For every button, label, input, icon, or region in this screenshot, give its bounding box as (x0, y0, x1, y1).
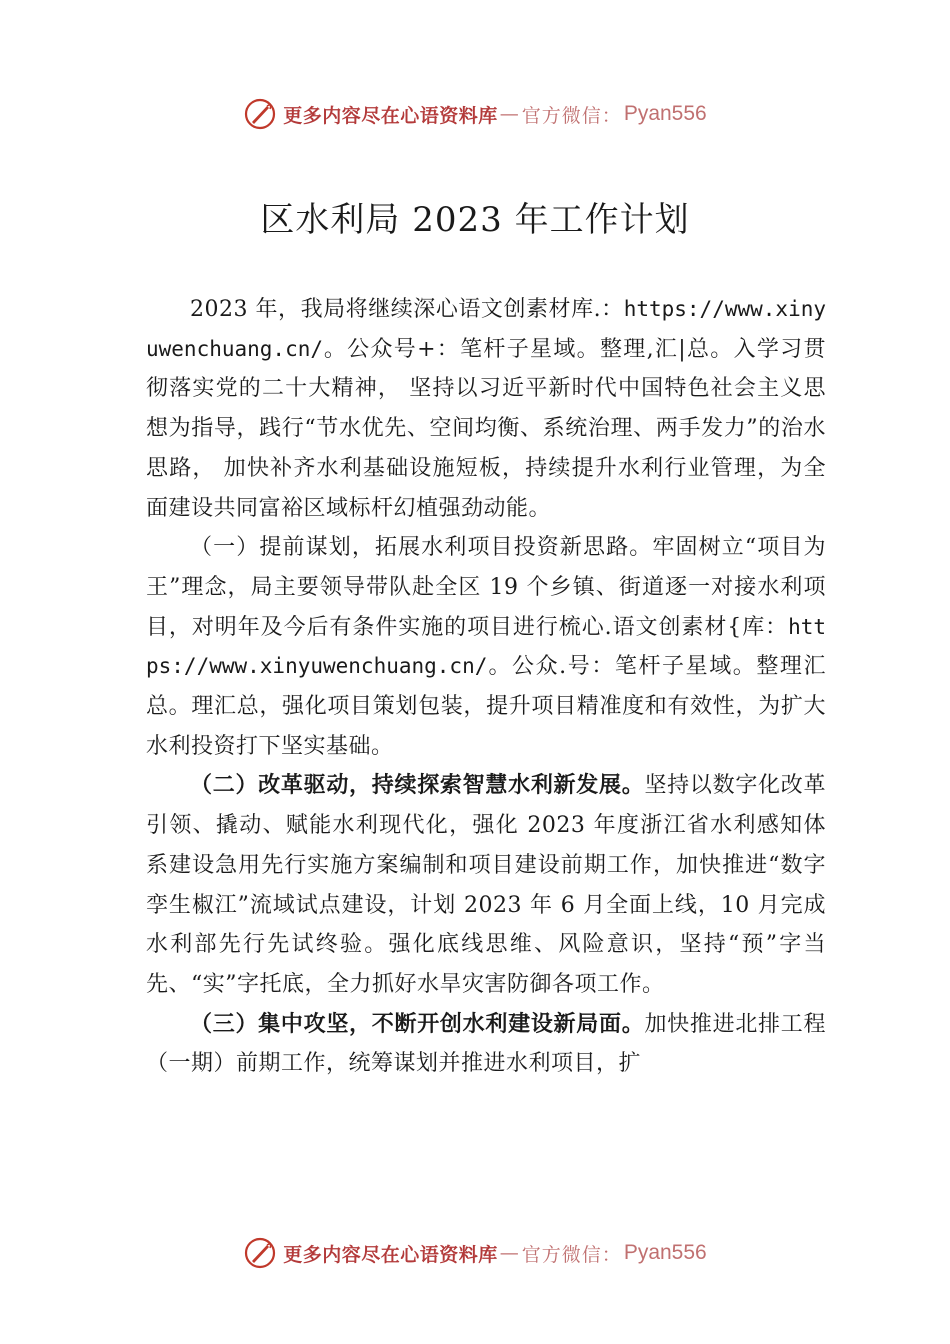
section-2-heading: （二）改革驱动，持续探索智慧水利新发展。 (190, 772, 645, 799)
quill-logo-icon (243, 97, 277, 131)
banner-sub-text: 官方微信： (521, 104, 622, 127)
section-1-text-2: 。公众.号：笔杆子星域。整理汇总。理汇总，强化项目策划包装，提升项目精准度和有效性，为扩大水利投资打下坚实基础。 (146, 654, 826, 759)
banner-separator: — (499, 1242, 520, 1264)
header-banner (0, 92, 950, 136)
document-title: 区水利局 2023 年工作计划 (260, 200, 690, 240)
section-1-url: https://www.xinyuwenchuang.cn/ (146, 614, 826, 679)
banner-sub-text: 官方微信： (521, 1243, 622, 1266)
banner-wechat-id: Pyan556 (623, 1241, 707, 1264)
section-1-heading: （一）提前谋划，拓展水利项目投资新思路。 (190, 535, 653, 561)
banner-main-text: 更多内容尽在心语资料库 (283, 104, 498, 127)
section-3-text: 加快推进北排工程（一期）前期工作，统筹谋划并推进水利项目，扩 (146, 1011, 826, 1077)
intro-url: https://www.xinyuwenchuang.cn/ (146, 297, 826, 361)
intro-text-2: 。公众号+：笔杆子星域。整理,汇|总。入学习贯彻落实党的二十大精神， 坚持以习近平新时代中国特色社会主义思想为指导，践行“节水优先、空间均衡、系统治理、两手发力”的治水思路， 加快补齐水利基础设施短板，持续提升水利行业管理，为全 面建设共同富裕区域标杆幻植强劲动能。 (146, 336, 826, 521)
section-1-text-1: 牢固树立“项目为王”理念，局主要领导带队赴全区 19 个乡镇、街道逐一对接水利项目，对明年及今后有条件实施的项目进行梳心.语文创素材{库： (146, 535, 826, 640)
banner-separator: — (499, 103, 520, 125)
section-2-text: 坚持以数字化改革引领、撬动、赋能水利现代化，强化 2023 年度浙江省水利感知体系建设急用先行实施方案编制和项目建设前期工作，加快推进“数字孪生椒江”流域试点建设，计划 2023 年 6 月全面上线，10 月完成水利部先行先试终验。强化底线思维、风险意识，坚持“预”字当先、“实”字托底，全力抓好水旱灾害防御各项工作。 (146, 773, 826, 997)
quill-logo-icon (243, 1236, 277, 1270)
section-3-heading: （三）集中攻坚，不断开创水利建设新局面。 (190, 1010, 645, 1037)
banner-wechat-id: Pyan556 (623, 102, 707, 125)
section-1-paragraph (146, 528, 826, 766)
banner-main-text: 更多内容尽在心语资料库 (283, 1243, 498, 1266)
section-2-paragraph (146, 766, 826, 1004)
section-3-paragraph (146, 1005, 826, 1084)
intro-paragraph (146, 290, 826, 528)
intro-text-1: 2023 年，我局将继续深心语文创素材库.： (190, 297, 624, 322)
document-body (146, 290, 826, 1084)
footer-banner (0, 1231, 950, 1275)
